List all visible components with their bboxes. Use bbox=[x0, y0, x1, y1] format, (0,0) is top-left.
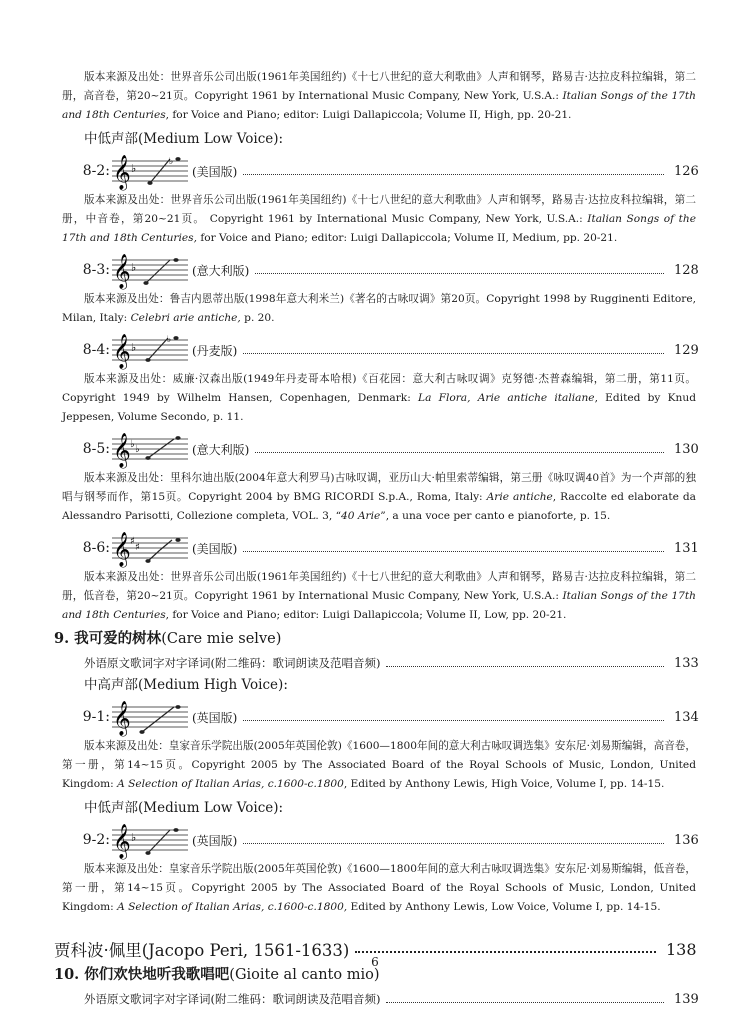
music-incipit-icon bbox=[112, 697, 188, 737]
edition-label: (意大利版) bbox=[192, 263, 250, 278]
entry-label: 9-1: bbox=[82, 709, 110, 725]
entry-label: 9-2: bbox=[82, 832, 110, 848]
entry-label: 8-4: bbox=[82, 342, 110, 358]
translation-label: 外语原文歌词字对字译词(附二维码：歌词朗读及范唱音频) bbox=[84, 656, 381, 670]
source-note-8-1: 版本来源及出处：世界音乐公司出版(1961年美国纽约)《十七八世纪的意大利歌曲》人声和钢琴，路易吉·达拉皮科拉编辑，第二册，高音卷，第20~21页。Copyright 1961 by International Music Company, New York, U.S.A.: Italian Songs of the 17th and 18th Centuries, for Voice and Piano; editor: Luigi Dallapiccola; Volume II, High, pp. 20-21. bbox=[62, 71, 697, 121]
dot-leader bbox=[355, 951, 656, 953]
svg-text:♭: ♭ bbox=[131, 831, 137, 844]
toc-entry-8-3[interactable] bbox=[62, 250, 699, 290]
svg-text:♭: ♭ bbox=[131, 162, 137, 175]
svg-text:♭: ♭ bbox=[131, 261, 137, 274]
dot-leader bbox=[243, 174, 664, 175]
source-note-9-1: 版本来源及出处：皇家音乐学院出版(2005年英国伦敦)《1600—1800年间的意大利古咏叹调选集》安东尼·刘易斯编辑，高音卷，第一册，第14~15页。Copyright 2005 by The Associated Board of the Royal Schools of Music, London, United Kingdom: A Selection of Italian Arias, c.1600-c.1800, Edited by Anthony Lewis, High Voice, Volume I, pp. 14-15. bbox=[62, 740, 696, 790]
music-incipit-icon bbox=[112, 330, 188, 370]
song-title-10[interactable]: 10. 你们欢快地听我歌唱吧(Gioite al canto mio) bbox=[54, 966, 380, 983]
translation-label: 外语原文歌词字对字译词(附二维码：歌词朗读及范唱音频) bbox=[84, 992, 381, 1006]
svg-text:𝄞: 𝄞 bbox=[113, 254, 131, 289]
page-ref: 131 bbox=[674, 540, 699, 556]
dot-leader bbox=[243, 353, 664, 354]
edition-label: (英国版) bbox=[192, 833, 238, 848]
source-note-8-5: 版本来源及出处：里科尔迪出版(2004年意大利罗马)古咏叹调，亚历山大·帕里索蒂编辑，第三册《咏叹调40首》为一个声部的独唱与钢琴而作，第15页。Copyright 2004 by BMG RICORDI S.p.A., Roma, Italy: Arie antiche, Raccolte ed elaborate da Alessandro Parisotti, Collezione completa, VOL. 3, “40 Arie”, a una voce per canto e pianoforte, p. 15. bbox=[62, 472, 696, 522]
music-incipit-icon bbox=[112, 250, 188, 290]
entry-label: 8-3: bbox=[82, 262, 110, 278]
music-incipit-icon bbox=[112, 528, 188, 568]
edition-label: (丹麦版) bbox=[192, 343, 238, 358]
composer-name: 贾科波·佩里(Jacopo Peri, 1561-1633) bbox=[54, 941, 350, 960]
music-incipit-icon bbox=[112, 429, 188, 469]
dot-leader bbox=[386, 666, 664, 667]
translation-entry-10[interactable] bbox=[84, 991, 699, 1007]
svg-text:♭: ♭ bbox=[169, 157, 174, 167]
dot-leader bbox=[255, 273, 664, 274]
translation-entry-9[interactable] bbox=[84, 655, 699, 671]
toc-content bbox=[54, 68, 699, 1007]
entry-label: 8-2: bbox=[82, 163, 110, 179]
svg-text:♯: ♯ bbox=[130, 536, 135, 547]
voice-heading-medium-low: 中低声部(Medium Low Voice): bbox=[84, 800, 284, 816]
music-incipit-icon bbox=[112, 151, 188, 191]
edition-label: (英国版) bbox=[192, 710, 238, 725]
page-ref: 138 bbox=[666, 939, 697, 959]
voice-heading-medium-high: 中高声部(Medium High Voice): bbox=[84, 677, 288, 693]
svg-text:♭: ♭ bbox=[135, 444, 140, 455]
page-ref: 139 bbox=[674, 991, 699, 1007]
dot-leader bbox=[243, 720, 664, 721]
page-ref: 134 bbox=[674, 709, 699, 725]
page-ref: 129 bbox=[674, 342, 699, 358]
source-note-8-2: 版本来源及出处：世界音乐公司出版(1961年美国纽约)《十七八世纪的意大利歌曲》人声和钢琴，路易吉·达拉皮科拉编辑，第二册，中音卷，第20~21页。 Copyright 1961 by International Music Company, New York, U.S.A.: Italian Songs of the 17th and 18th Centuries, for Voice and Piano; editor: Luigi Dallapiccola; Volume II, Medium, pp. 20-21. bbox=[62, 194, 696, 244]
dot-leader bbox=[386, 1002, 664, 1003]
music-incipit-icon bbox=[112, 820, 188, 860]
edition-label: (意大利版) bbox=[192, 442, 250, 457]
toc-entry-9-2[interactable] bbox=[62, 820, 699, 860]
toc-entry-8-6[interactable] bbox=[62, 528, 699, 568]
edition-label: (美国版) bbox=[192, 164, 238, 179]
svg-text:𝄞: 𝄞 bbox=[113, 824, 131, 859]
dot-leader bbox=[243, 843, 664, 844]
svg-text:♯: ♯ bbox=[135, 542, 140, 553]
source-note-8-3: 版本来源及出处：鲁吉内恩蒂出版(1998年意大利米兰)《著名的古咏叹调》第20页。Copyright 1998 by Rugginenti Editore, Milan, Italy: Celebri arie antiche, p. 20. bbox=[62, 293, 696, 324]
page-ref: 133 bbox=[674, 655, 699, 671]
svg-text:𝄞: 𝄞 bbox=[113, 334, 131, 369]
page-ref: 128 bbox=[674, 262, 699, 278]
page-ref: 126 bbox=[674, 163, 699, 179]
dot-leader bbox=[243, 551, 664, 552]
svg-text:𝄞: 𝄞 bbox=[113, 701, 131, 736]
source-note-9-2: 版本来源及出处：皇家音乐学院出版(2005年英国伦敦)《1600—1800年间的意大利古咏叹调选集》安东尼·刘易斯编辑，低音卷，第一册，第14~15页。Copyright 2005 by The Associated Board of the Royal Schools of Music, London, United Kingdom: A Selection of Italian Arias, c.1600-c.1800, Edited by Anthony Lewis, Low Voice, Volume I, pp. 14-15. bbox=[62, 863, 696, 913]
toc-entry-8-2[interactable] bbox=[62, 151, 699, 191]
svg-text:♭: ♭ bbox=[131, 341, 137, 354]
page-ref: 130 bbox=[674, 441, 699, 457]
source-note-8-4: 版本来源及出处：威廉·汉森出版(1949年丹麦哥本哈根)《百花园：意大利古咏叹调》克努德·杰普森编辑，第二册，第11页。Copyright 1949 by Wilhelm Hansen, Copenhagen, Denmark: La Flora, Arie antiche italiane, Edited by Knud Jeppesen, Volume Secondo, p. 11. bbox=[62, 373, 696, 423]
entry-label: 8-6: bbox=[82, 540, 110, 556]
edition-label: (美国版) bbox=[192, 541, 238, 556]
svg-text:♭: ♭ bbox=[130, 439, 135, 450]
entry-label: 8-5: bbox=[82, 441, 110, 457]
dot-leader bbox=[255, 452, 664, 453]
page-number: 6 bbox=[371, 955, 379, 969]
voice-heading-medium-low: 中低声部(Medium Low Voice): bbox=[84, 131, 284, 147]
song-title-9[interactable]: 9. 我可爱的树林(Care mie selve) bbox=[54, 630, 282, 647]
svg-text:𝄞: 𝄞 bbox=[113, 532, 131, 567]
svg-text:𝄞: 𝄞 bbox=[113, 433, 131, 468]
source-note-8-6: 版本来源及出处：世界音乐公司出版(1961年美国纽约)《十七八世纪的意大利歌曲》人声和钢琴，路易吉·达拉皮科拉编辑，第二册，低音卷，第20~21页。Copyright 1961 by International Music Company, New York, U.S.A.: Italian Songs of the 17th and 18th Centuries, for Voice and Piano; editor: Luigi Dallapiccola; Volume II, Low, pp. 20-21. bbox=[62, 571, 697, 621]
svg-text:𝄞: 𝄞 bbox=[113, 155, 131, 190]
toc-entry-8-4[interactable] bbox=[62, 330, 699, 370]
toc-entry-8-5[interactable] bbox=[62, 429, 699, 469]
page-ref: 136 bbox=[674, 832, 699, 848]
toc-entry-9-1[interactable] bbox=[62, 697, 699, 737]
svg-text:♭: ♭ bbox=[167, 335, 172, 345]
